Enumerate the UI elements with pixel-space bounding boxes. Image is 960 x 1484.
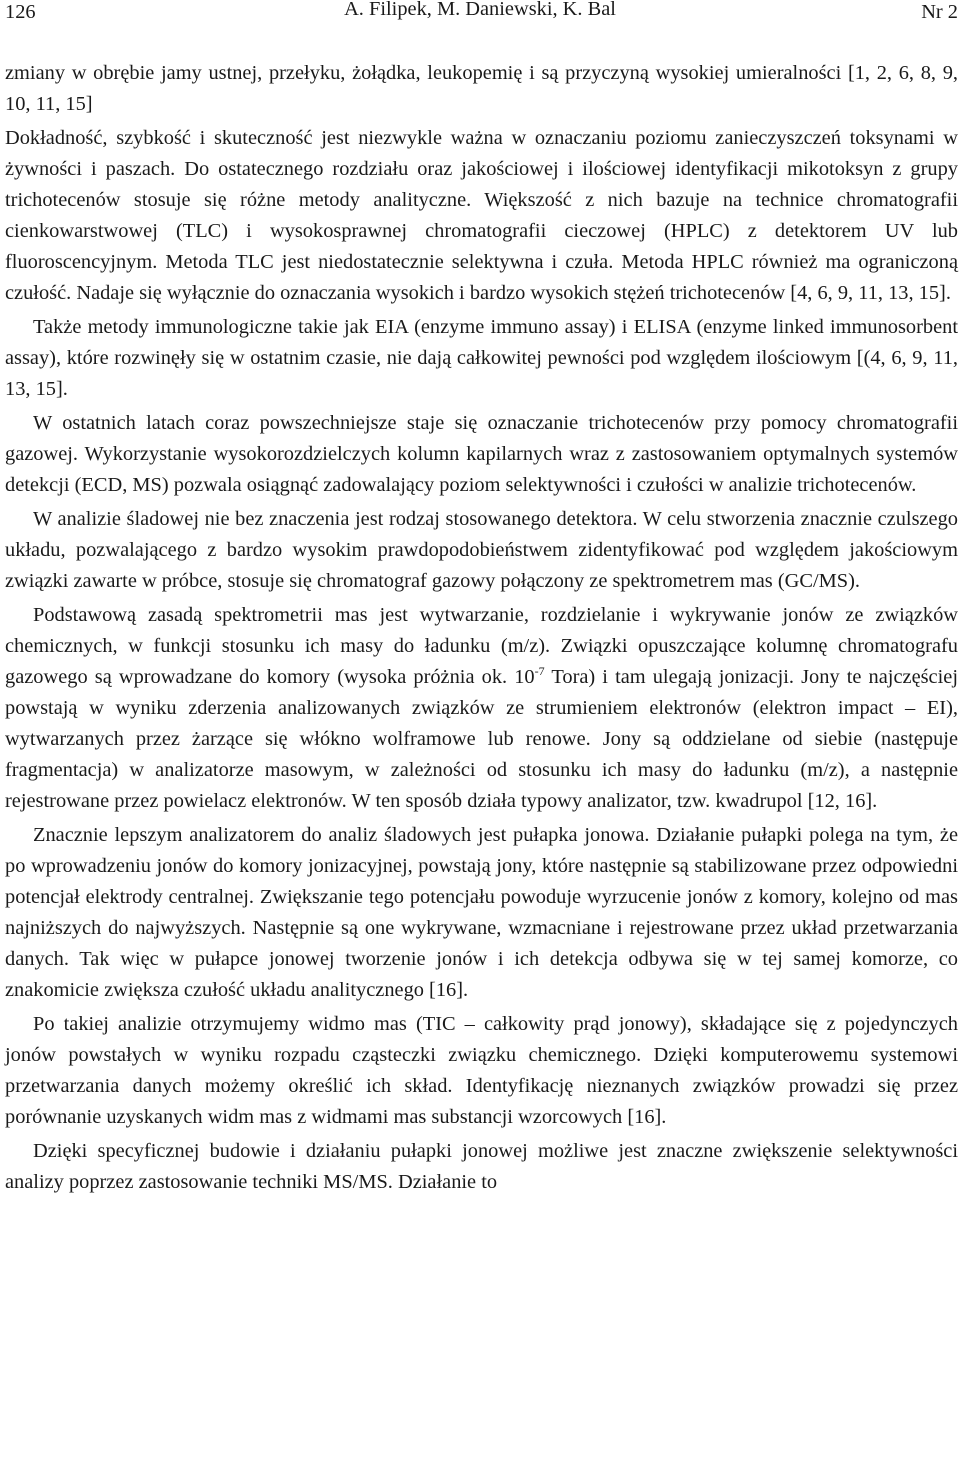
page-number: 126 xyxy=(5,1,36,23)
paragraph: Znacznie lepszym analizatorem do analiz śladowych jest pułapka jonowa. Działanie pułapki polega na tym, że po wprowadzeniu jonów do komory jonizacyjnej, powstają jony, które następnie są stabilizowane przez odpowiedni potencjał elektrody centralnej. Zwiększanie tego potencjału powoduje wyrzucenie jonów z komory, kolejno od mas najniższych do najwyższych. Następnie są one wykrywane, wzmacniane i rejestrowane przez układ przetwarzania danych. Tak więc w pułapce jonowej tworzenie jonów i ich detekcja odbywa się w tej samej komorze, co znakomicie zwiększa czułość układu analitycznego [16]. xyxy=(5,824,958,1001)
paragraph: Po takiej analizie otrzymujemy widmo mas (TIC – całkowity prąd jonowy), składające się z pojedynczych jonów powstałych w wyniku rozpadu cząsteczki związku chemicznego. Dzięki komputerowemu systemowi przetwarzania danych możemy określić ich skład. Identyfikację nieznanych związków prowadzi się przez porównanie uzyskanych widm mas z widmami mas substancji wzorcowych [16]. xyxy=(5,1013,958,1128)
paragraph-text: Tora) i tam ulegają jonizacji. Jony te najczęściej powstają w wyniku zderzenia analizowanych związków ze strumieniem elektronów (elektron impact – EI), wytwarzanych przez żarzące się włókno wolframowe lub renowe. Jony są oddzielane od siebie (następuje fragmentacja) w analizatorze masowym, w zależności od stosunku ich masy do ładunku (m/z), a następnie rejestrowane przez powielacz elektronów. W ten sposób działa typowy analizator, tzw. kwadrupol [12, 16]. xyxy=(5,666,958,812)
paragraph: Dzięki specyficznej budowie i działaniu pułapki jonowej możliwe jest znaczne zwiększenie selektywności analizy poprzez zastosowanie techniki MS/MS. Działanie to xyxy=(5,1140,958,1193)
paragraph: W ostatnich latach coraz powszechniejsze staje się oznaczanie trichotecenów przy pomocy chromatografii gazowej. Wykorzystanie wysokorozdzielczych kolumn kapilarnych wraz z zastosowaniem optymalnych systemów detekcji (ECD, MS) pozwala osiągnąć zadowalający poziom selektywności i czułości w analizie trichotecenów. xyxy=(5,412,958,496)
running-header xyxy=(5,0,958,28)
exponent: -7 xyxy=(534,664,545,678)
paragraph: W analizie śladowej nie bez znaczenia jest rodzaj stosowanego detektora. W celu stworzenia znacznie czulszego układu, pozwalającego z bardzo wysokim prawdopodobieństwem zidentyfikować pod względem jakościowym związki zawarte w próbce, stosuje się chromatograf gazowy połączony ze spektrometrem mas (GC/MS). xyxy=(5,508,958,592)
paragraph: Dokładność, szybkość i skuteczność jest niezwykle ważna w oznaczaniu poziomu zanieczyszczeń toksynami w żywności i paszach. Do ostatecznego rozdziału oraz jakościowej i ilościowej identyfikacji mikotoksyn z grupy trichotecenów stosuje się różne metody analityczne. Większość z nich bazuje na technice chromatografii cienkowarstwowej (TLC) i wysokosprawnej chromatografii cieczowej (HPLC) z detektorem UV lub fluoroscencyjnym. Metoda TLC jest niedostatecznie selektywna i czuła. Metoda HPLC również ma ograniczoną czułość. Nadaje się wyłącznie do oznaczania wysokich i bardzo wysokich stężeń trichotecenów [4, 6, 9, 11, 13, 15]. xyxy=(5,127,958,304)
body-text xyxy=(5,58,958,1198)
running-header-authors: A. Filipek, M. Daniewski, K. Bal xyxy=(344,0,616,20)
paragraph-text: Podstawową zasadą spektrometrii mas jest wytwarzanie, rozdzielanie i wykrywanie jonów ze związków chemicznych, w funkcji stosunku ich masy do ładunku (m/z). Związki opuszczające kolumnę chromatografu gazowego są wprowadzane do komory (wysoka próżnia ok. 10 xyxy=(5,604,958,688)
paragraph: Także metody immunologiczne takie jak EIA (enzyme immuno assay) i ELISA (enzyme linked immunosorbent assay), które rozwinęły się w ostatnim czasie, nie dają całkowitej pewności pod względem ilościowym [(4, 6, 9, 11, 13, 15]. xyxy=(5,316,958,400)
issue-number: Nr 2 xyxy=(921,1,958,23)
paragraph xyxy=(5,600,958,817)
paragraph: zmiany w obrębie jamy ustnej, przełyku, żołądka, leukopemię i są przyczyną wysokiej umieralności [1, 2, 6, 8, 9, 10, 11, 15] xyxy=(5,62,958,115)
